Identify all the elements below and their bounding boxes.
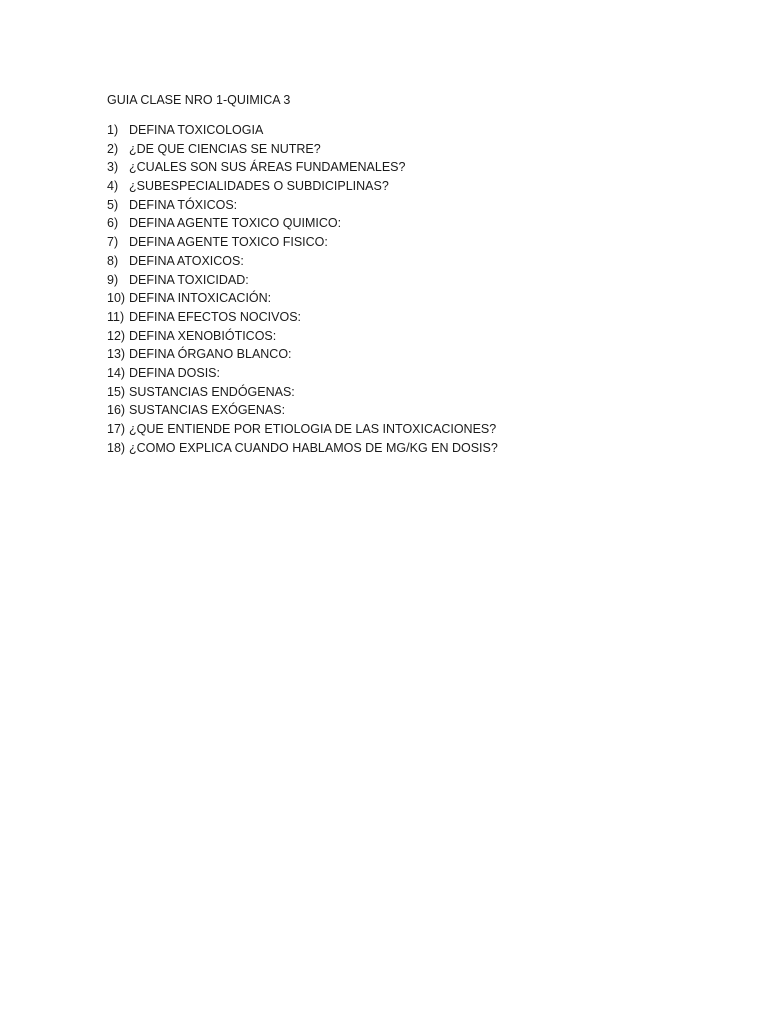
- question-text: DEFINA INTOXICACIÓN:: [129, 291, 272, 306]
- question-item: [107, 290, 498, 309]
- question-text: SUSTANCIAS EXÓGENAS:: [129, 403, 286, 418]
- question-number: 16): [107, 403, 126, 418]
- question-number: 4): [107, 179, 119, 194]
- question-number: 8): [107, 253, 119, 268]
- question-number: 18): [107, 440, 126, 455]
- question-number: 11): [107, 309, 125, 324]
- question-text: DEFINA TOXICIDAD:: [129, 272, 249, 287]
- question-number: 12): [107, 328, 126, 343]
- question-text: DEFINA TÓXICOS:: [129, 197, 238, 212]
- question-item: [107, 421, 498, 440]
- question-text: DEFINA DOSIS:: [129, 365, 220, 380]
- question-item: [107, 440, 498, 459]
- question-number: 6): [107, 216, 119, 231]
- question-item: [107, 328, 498, 347]
- question-text: ¿SUBESPECIALIDADES O SUBDICIPLINAS?: [129, 179, 389, 194]
- question-number: 3): [107, 160, 119, 175]
- question-text: ¿QUE ENTIENDE POR ETIOLOGIA DE LAS INTOXICACIONES?: [129, 422, 497, 436]
- question-number: 1): [107, 123, 119, 137]
- question-item: [107, 159, 498, 178]
- question-text: DEFINA ATOXICOS:: [129, 253, 244, 268]
- question-item: [107, 365, 498, 384]
- question-item: [107, 178, 498, 197]
- document-title: GUIA CLASE NRO 1-QUIMICA 3: [107, 93, 291, 107]
- question-text: DEFINA TOXICOLOGIA: [129, 123, 264, 137]
- question-text: SUSTANCIAS ENDÓGENAS:: [129, 384, 295, 399]
- question-number: 14): [107, 365, 126, 380]
- question-item: [107, 197, 498, 216]
- question-text: ¿DE QUE CIENCIAS SE NUTRE?: [129, 141, 321, 156]
- question-text: DEFINA AGENTE TOXICO FISICO:: [129, 235, 328, 250]
- question-number: 9): [107, 272, 119, 287]
- question-number: 10): [107, 291, 126, 306]
- question-item: [107, 141, 498, 160]
- question-number: 13): [107, 347, 126, 362]
- question-item: [107, 309, 498, 328]
- question-item: [107, 402, 498, 421]
- question-text: DEFINA EFECTOS NOCIVOS:: [129, 309, 302, 324]
- question-number: 2): [107, 141, 119, 156]
- question-number: 17): [107, 422, 126, 436]
- question-text: ¿COMO EXPLICA CUANDO HABLAMOS DE MG/KG EN DOSIS?: [129, 440, 498, 455]
- question-text: ¿CUALES SON SUS ÁREAS FUNDAMENALES?: [129, 160, 406, 175]
- question-item: [107, 234, 498, 253]
- question-text: DEFINA AGENTE TOXICO QUIMICO:: [129, 216, 342, 231]
- question-number: 15): [107, 384, 126, 399]
- question-item: [107, 272, 498, 291]
- question-item: [107, 122, 498, 141]
- question-text: DEFINA ÓRGANO BLANCO:: [129, 347, 292, 362]
- question-text: DEFINA XENOBIÓTICOS:: [129, 328, 277, 343]
- question-list: [107, 122, 498, 458]
- question-item: [107, 384, 498, 403]
- question-item: [107, 253, 498, 272]
- question-number: 5): [107, 197, 119, 212]
- question-item: [107, 346, 498, 365]
- question-number: 7): [107, 235, 119, 250]
- question-item: [107, 215, 498, 234]
